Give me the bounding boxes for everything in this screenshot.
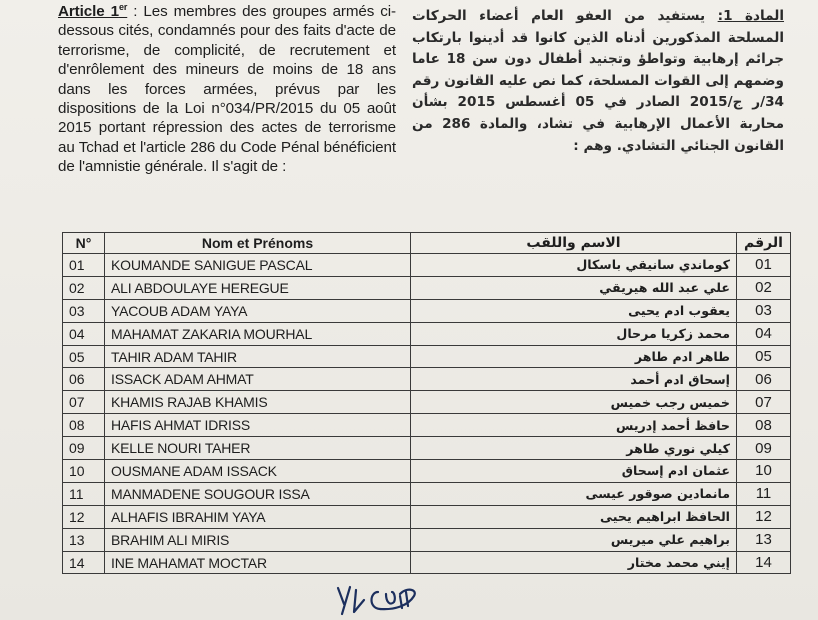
row-name-arabic: إيني محمد مختار — [411, 551, 737, 574]
row-number: 08 — [63, 414, 105, 437]
row-name-french: INE MAHAMAT MOCTAR — [105, 551, 411, 574]
row-name-arabic: حافظ أحمد إدريس — [411, 414, 737, 437]
row-name-arabic: كيلي نوري طاهر — [411, 437, 737, 460]
table-header-row — [63, 233, 791, 254]
article-1-arabic — [412, 6, 784, 157]
row-name-french: ALI ABDOULAYE HEREGUE — [105, 276, 411, 299]
row-number: 07 — [63, 391, 105, 414]
handwritten-signature — [330, 578, 440, 618]
row-name-arabic: يعقوب ادم يحيى — [411, 299, 737, 322]
table-row — [63, 528, 791, 551]
row-name-french: OUSMANE ADAM ISSACK — [105, 460, 411, 483]
row-name-french: MANMADENE SOUGOUR ISSA — [105, 482, 411, 505]
row-name-french: ISSACK ADAM AHMAT — [105, 368, 411, 391]
row-number: 03 — [63, 299, 105, 322]
row-number-arabic: 11 — [737, 482, 791, 505]
row-number-arabic: 03 — [737, 299, 791, 322]
row-number-arabic: 08 — [737, 414, 791, 437]
row-number-arabic: 09 — [737, 437, 791, 460]
header-number: N° — [63, 233, 105, 254]
row-name-arabic: براهيم علي ميريس — [411, 528, 737, 551]
table-row — [63, 254, 791, 277]
table-row — [63, 322, 791, 345]
row-name-french: BRAHIM ALI MIRIS — [105, 528, 411, 551]
row-number-arabic: 04 — [737, 322, 791, 345]
row-name-french: HAFIS AHMAT IDRISS — [105, 414, 411, 437]
header-name-french: Nom et Prénoms — [105, 233, 411, 254]
row-name-french: MAHAMAT ZAKARIA MOURHAL — [105, 322, 411, 345]
table-row — [63, 299, 791, 322]
row-number: 06 — [63, 368, 105, 391]
article-label-arabic: المادة 1: — [717, 8, 785, 24]
row-number: 04 — [63, 322, 105, 345]
row-number: 09 — [63, 437, 105, 460]
row-name-french: KHAMIS RAJAB KHAMIS — [105, 391, 411, 414]
row-name-french: YACOUB ADAM YAYA — [105, 299, 411, 322]
row-name-french: TAHIR ADAM TAHIR — [105, 345, 411, 368]
row-number: 12 — [63, 505, 105, 528]
row-number-arabic: 13 — [737, 528, 791, 551]
row-number-arabic: 05 — [737, 345, 791, 368]
amnesty-names-table — [62, 232, 791, 574]
row-name-arabic: علي عبد الله هيريقي — [411, 276, 737, 299]
table-row — [63, 505, 791, 528]
table-row — [63, 276, 791, 299]
row-number: 11 — [63, 482, 105, 505]
row-number: 01 — [63, 254, 105, 277]
header-name-arabic: الاسم واللقب — [411, 233, 737, 254]
article-label-french: Article 1er — [58, 1, 128, 20]
table-row — [63, 437, 791, 460]
row-number-arabic: 10 — [737, 460, 791, 483]
row-name-arabic: خميس رجب خميس — [411, 391, 737, 414]
article-text-french: : Les membres des groupes armés ci-dessous cités, condamnés pour des faits d'acte de terrorisme, de complicité, de recrutement et d'enrôlement des mineurs de moins de 18 ans dans les forces armées, prévus par les dispositions de la Loi n°034/PR/2015 du 05 août 2015 portant répression des actes de terrorisme au Tchad et l'article 286 du Code Pénal bénéficient de l'amnistie générale. Il s'agit de : — [58, 3, 397, 176]
row-number: 14 — [63, 551, 105, 574]
row-number: 02 — [63, 276, 105, 299]
row-name-arabic: كوماندي سانيقي باسكال — [411, 254, 737, 277]
table-row — [63, 551, 791, 574]
row-name-french: KELLE NOURI TAHER — [105, 437, 411, 460]
row-name-arabic: محمد زكريا مرحال — [411, 322, 737, 345]
table-body — [63, 254, 791, 574]
header-number-arabic: الرقم — [737, 233, 791, 254]
table-row — [63, 414, 791, 437]
row-number-arabic: 12 — [737, 505, 791, 528]
table-row — [63, 482, 791, 505]
row-number: 05 — [63, 345, 105, 368]
article-text-arabic: يستفيد من العفو العام أعضاء الحركات المسلحة المذكورين أدناه الذين كانوا قد أدينوا بارتكاب جرائم إرهابية وتواطؤ وتجنيد أطفال دون سن 18 عاما وضمهم إلى القوات المسلحة، كما نص عليه القانون رقم 34/ر ج/2015 الصادر في 05 أغسطس 2015 بشأن محاربة الأعمال الإرهابية في تشاد، والمادة 286 من القانون الجنائي التشادي. وهم : — [412, 8, 784, 154]
row-name-arabic: طاهر ادم طاهر — [411, 345, 737, 368]
row-name-french: ALHAFIS IBRAHIM YAYA — [105, 505, 411, 528]
row-number-arabic: 07 — [737, 391, 791, 414]
row-number-arabic: 01 — [737, 254, 791, 277]
row-name-french: KOUMANDE SANIGUE PASCAL — [105, 254, 411, 277]
row-number-arabic: 06 — [737, 368, 791, 391]
article-1-french — [58, 2, 396, 177]
row-name-arabic: إسحاق ادم أحمد — [411, 368, 737, 391]
row-number-arabic: 14 — [737, 551, 791, 574]
row-name-arabic: مانمادين صوقور عيسى — [411, 482, 737, 505]
table-row — [63, 460, 791, 483]
row-number-arabic: 02 — [737, 276, 791, 299]
row-number: 10 — [63, 460, 105, 483]
table-row — [63, 345, 791, 368]
row-name-arabic: الحافظ ابراهيم يحيى — [411, 505, 737, 528]
table-row — [63, 391, 791, 414]
table-row — [63, 368, 791, 391]
row-name-arabic: عثمان ادم إسحاق — [411, 460, 737, 483]
row-number: 13 — [63, 528, 105, 551]
